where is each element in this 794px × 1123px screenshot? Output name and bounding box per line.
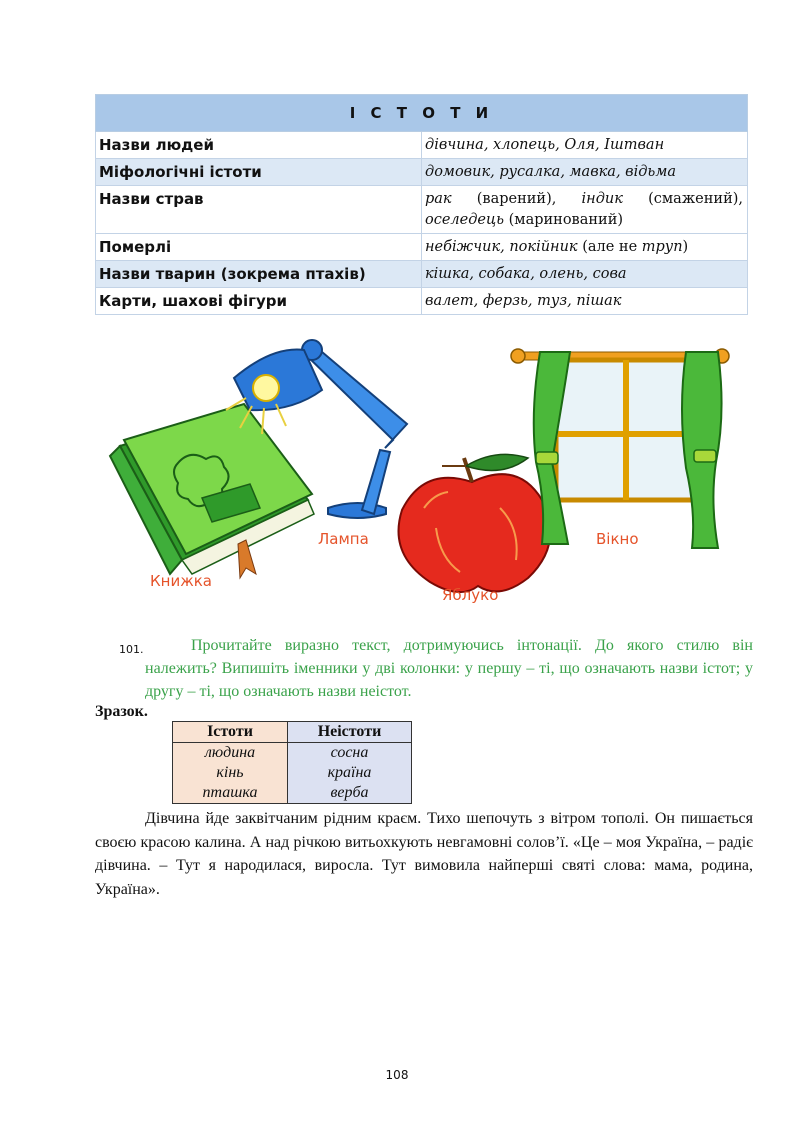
examples-cell: рак (варений), індик (смажений), оселедець (маринований): [422, 186, 748, 234]
table-row: [173, 783, 412, 804]
cell: людина: [173, 743, 288, 764]
book-label: Книжка: [150, 572, 212, 590]
category-cell: Назви людей: [96, 132, 422, 159]
examples-cell: кішка, собака, олень, сова: [422, 261, 748, 288]
apple-icon: [399, 454, 551, 592]
page-number: 108: [385, 1068, 409, 1082]
category-cell: Назви страв: [96, 186, 422, 234]
apple-label: Яблуко: [442, 586, 499, 604]
table-row: [173, 743, 412, 764]
table-row: [96, 186, 748, 234]
table-row: [96, 132, 748, 159]
table-row: [173, 763, 412, 783]
book-icon: [110, 404, 314, 578]
cell: країна: [288, 763, 412, 783]
examples-cell: дівчина, хлопець, Оля, Іштван: [422, 132, 748, 159]
cell: сосна: [288, 743, 412, 764]
table-row: [96, 261, 748, 288]
sample-table: [172, 721, 412, 804]
table-row: [96, 159, 748, 186]
examples-cell: домовик, русалка, мавка, відьма: [422, 159, 748, 186]
cell: верба: [288, 783, 412, 804]
table-row: [96, 234, 748, 261]
column-header: Істоти: [173, 722, 288, 743]
window-icon: [511, 349, 729, 548]
lamp-label: Лампа: [318, 530, 369, 548]
category-cell: Назви тварин (зокрема птахів): [96, 261, 422, 288]
column-header: Неістоти: [288, 722, 412, 743]
category-cell: Карти, шахові фігури: [96, 288, 422, 315]
examples-cell: небіжчик, покійник (але не труп): [422, 234, 748, 261]
table-row: [96, 288, 748, 315]
exercise-task: Прочитайте виразно текст, дотримуючись інтонації. До якого стилю він належить? Випишіть іменники у дві колонки: у першу – ті, що означають назви істот; у другу – ті, що означають назви неістот.: [145, 637, 753, 700]
cell: кінь: [173, 763, 288, 783]
category-cell: Міфологічні істоти: [96, 159, 422, 186]
window-label: Вікно: [596, 530, 639, 548]
cell: пташка: [173, 783, 288, 804]
table-header: І С Т О Т И: [96, 95, 748, 132]
exercise-number: 101.: [119, 643, 144, 656]
category-cell: Померлі: [96, 234, 422, 261]
illustration: [100, 338, 750, 610]
examples-cell: валет, ферзь, туз, пішак: [422, 288, 748, 315]
sample-label: Зразок.: [95, 703, 148, 720]
istoty-table: [95, 94, 748, 315]
exercise-text: Дівчина йде заквітчаним рідним краєм. Тихо шепочуть з вітром тополі. Он пишається своєю красою калина. А над річкою витьохкують невгамовні солов’ї. «Це – моя Україна, – радіє дівчина. – Тут я народилася, виросла. Тут вимовила найперші святі слова: мама, родина, Україна».: [95, 810, 753, 898]
